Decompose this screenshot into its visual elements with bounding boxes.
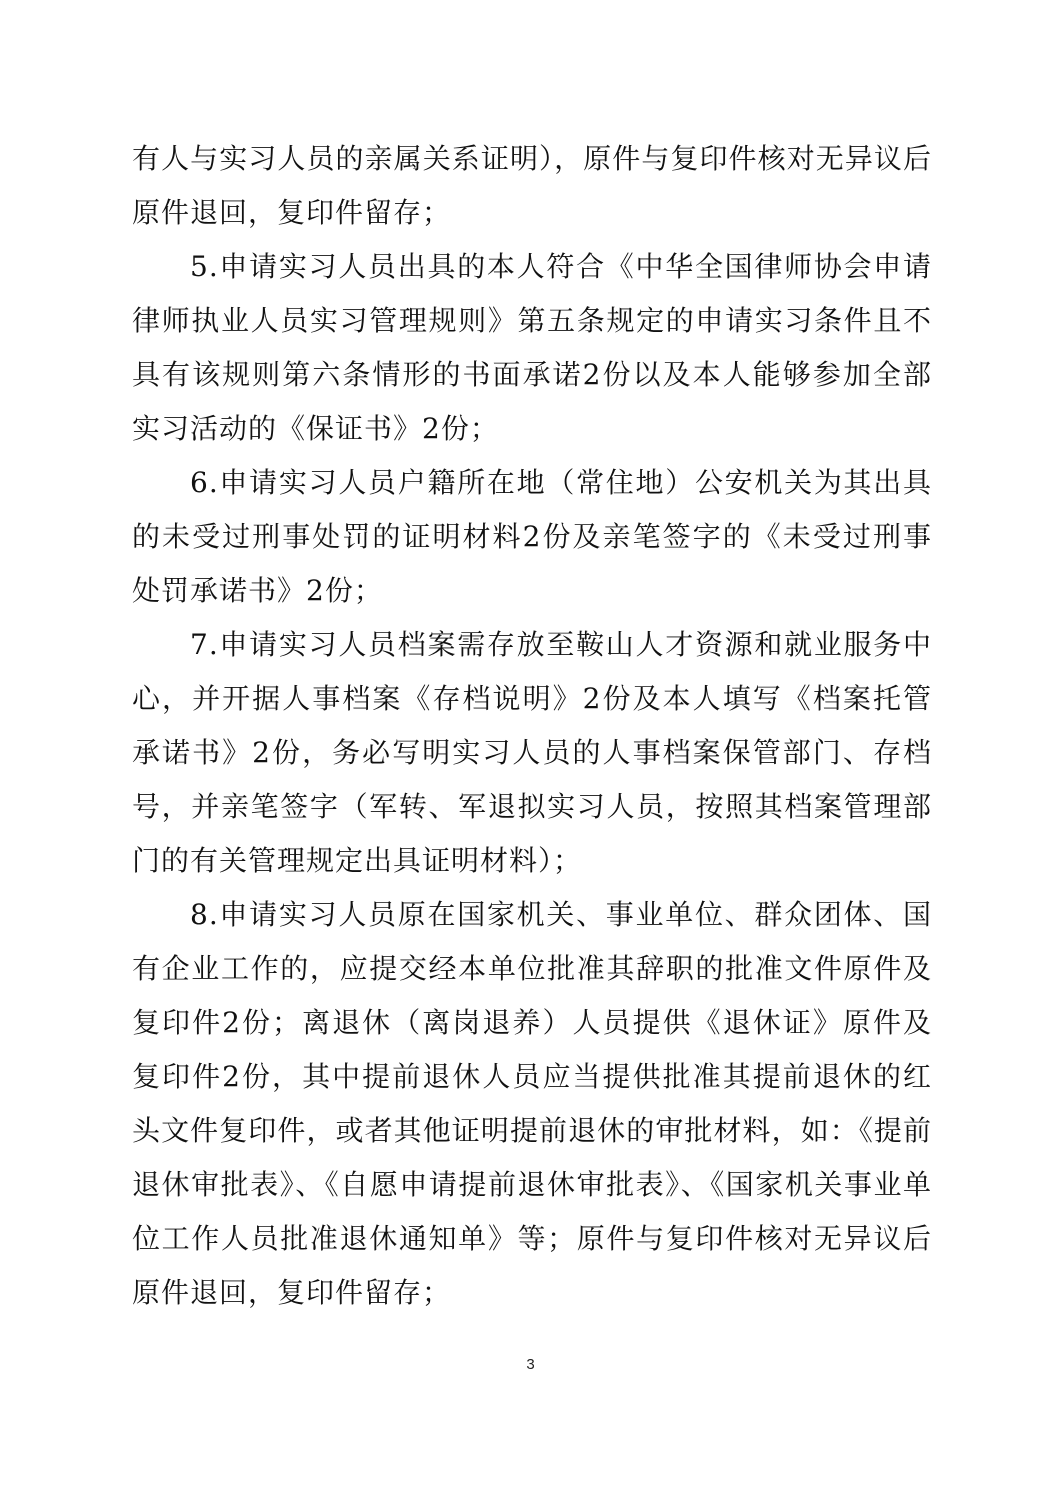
paragraph-item-7: 7.申请实习人员档案需存放至鞍山人才资源和就业服务中心，并开据人事档案《存档说明》2份及本人填写《档案托管承诺书》2份，务必写明实习人员的人事档案保管部门、存档号，并亲笔签字（军转、军退拟实习人员，按照其档案管理部门的有关管理规定出具证明材料）； [132,628,932,877]
paragraph-item-5: 5.申请实习人员出具的本人符合《中华全国律师协会申请律师执业人员实习管理规则》第五条规定的申请实习条件且不具有该规则第六条情形的书面承诺2份以及本人能够参加全部实习活动的《保证书》2份； [132,250,932,445]
paragraph-item-6: 6.申请实习人员户籍所在地（常住地）公安机关为其出具的未受过刑事处罚的证明材料2份及亲笔签字的《未受过刑事处罚承诺书》2份； [132,466,932,607]
page-number: 3 [526,1356,535,1373]
paragraph-continuation: 有人与实习人员的亲属关系证明），原件与复印件核对无异议后原件退回，复印件留存； [132,142,932,229]
document-body [132,132,932,1320]
paragraph-item-8: 8.申请实习人员原在国家机关、事业单位、群众团体、国有企业工作的，应提交经本单位批准其辞职的批准文件原件及复印件2份；离退休（离岗退养）人员提供《退休证》原件及复印件2份，其中提前退休人员应当提供批准其提前退休的红头文件复印件，或者其他证明提前退休的审批材料，如：《提前退休审批表》、《自愿申请提前退休审批表》、《国家机关事业单位工作人员批准退休通知单》等；原件与复印件核对无异议后原件退回，复印件留存； [132,898,932,1309]
